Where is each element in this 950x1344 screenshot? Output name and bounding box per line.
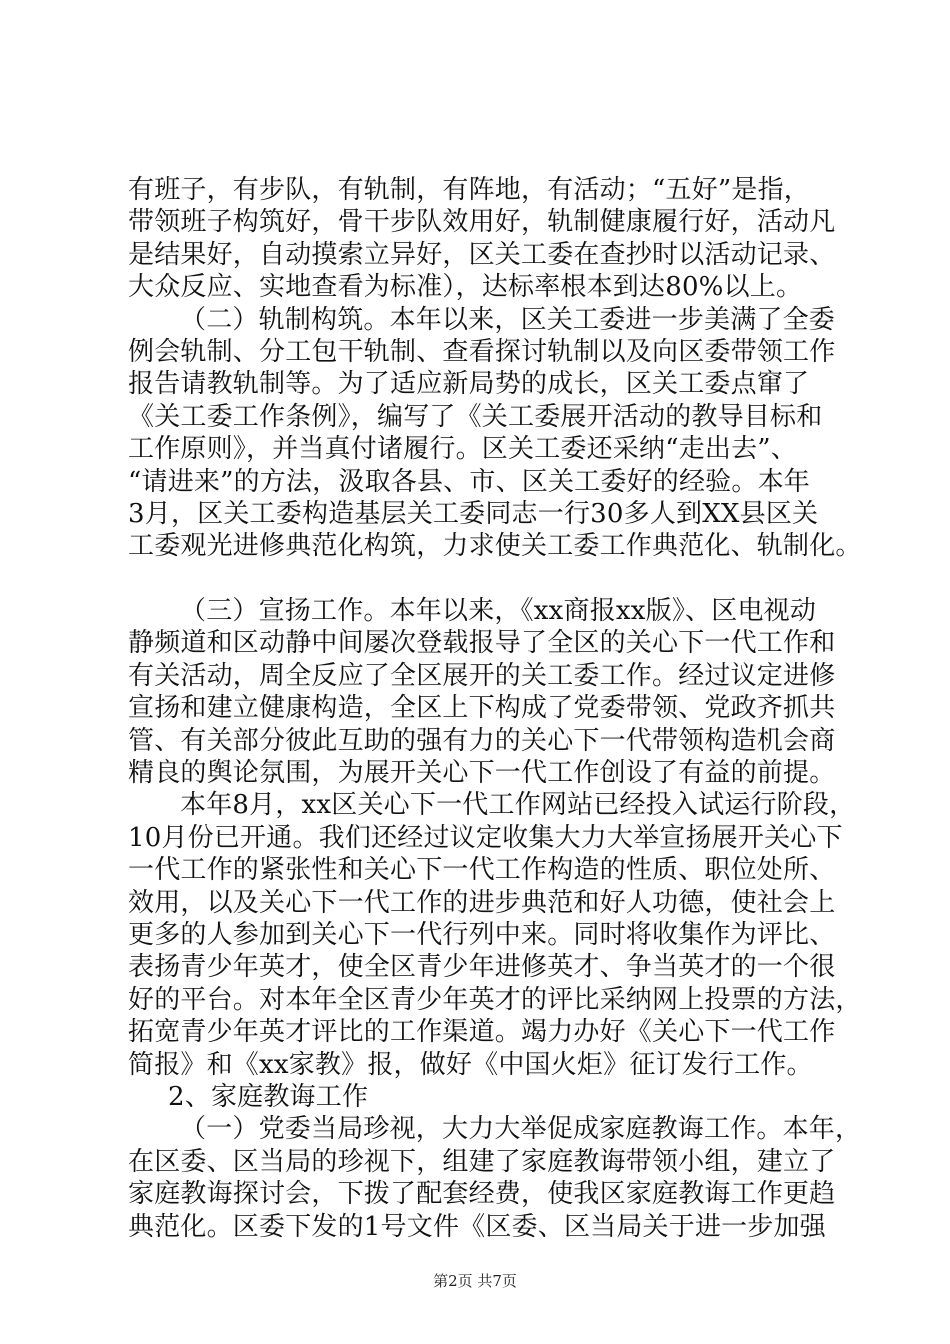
- text-line: 表扬青少年英才，使全区青少年进修英才、争当英才的一个很: [128, 952, 836, 983]
- text-line: 在区委、区当局的珍视下，组建了家庭教诲带领小组，建立了: [128, 1146, 836, 1177]
- text-line: 家庭教诲探讨会，下拨了配套经费，使我区家庭教诲工作更趋: [128, 1179, 836, 1210]
- text-line: 《关工委工作条例》，编写了《关工委展开活动的教导目标和: [128, 401, 823, 432]
- paragraph-start-line: （二）轨制构筑。本年以来，区关工委进一步美满了全委: [180, 304, 836, 335]
- text-line: 有班子，有步队，有轨制，有阵地，有活动；“五好”是指，: [128, 175, 810, 205]
- text-line: 更多的人参加到关心下一代行列中来。同时将收集作为评比、: [128, 919, 836, 950]
- text-line: 例会轨制、分工包干轨制、查看探讨轨制以及向区委带领工作: [128, 336, 836, 367]
- text-line: 精良的舆论氛围，为展开关心下一代工作创设了有益的前提。: [128, 758, 836, 789]
- text-line: 效用，以及关心下一代工作的进步典范和好人功德，使社会上: [128, 887, 836, 918]
- text-line: 10月份已开通。我们还经过议定收集大力大举宣扬展开关心下: [128, 822, 843, 853]
- text-line: 3月，区关工委构造基层关工委同志一行30多人到XX县区关: [128, 498, 819, 529]
- document-body: [128, 174, 862, 1243]
- text-line: 有关活动，周全反应了全区展开的关工委工作。经过议定进修: [128, 660, 836, 691]
- text-line: 典范化。区委下发的1号文件《区委、区当局关于进一步加强: [128, 1211, 826, 1242]
- text-line: 静频道和区动静中间屡次登载报导了全区的关心下一代工作和: [128, 628, 836, 659]
- text-line: 管、有关部分彼此互助的强有力的关心下一代带领构造机会商: [128, 725, 836, 756]
- text-line: “请进来”的方法，汲取各县、市、区关工委好的经验。本年: [128, 466, 810, 497]
- text-line: 一代工作的紧张性和关心下一代工作构造的性质、职位处所、: [128, 855, 836, 886]
- paragraph-gap: [128, 563, 840, 595]
- text-line: 宣扬和建立健康构造，全区上下构成了党委带领、党政齐抓共: [128, 693, 836, 724]
- paragraph-start-line: （三）宣扬工作。本年以来，《xx商报xx版》、区电视动: [180, 596, 817, 627]
- text-line: 大众反应、实地查看为标准），达标率根本到达80%以上。: [128, 272, 803, 303]
- section-heading: 2、家庭教诲工作: [168, 1081, 369, 1112]
- text-line: 工作原则》，并当真付诸履行。区关工委还采纳“走出去”、: [128, 434, 797, 465]
- text-line: 是结果好，自动摸索立异好，区关工委在查抄时以活动记录、: [128, 239, 836, 270]
- paragraph-start-line: （一）党委当局珍视，大力大举促成家庭教诲工作。本年，: [180, 1114, 862, 1145]
- text-line: 工委观光进修典范化构筑，力求使关工委工作典范化、轨制化。: [128, 531, 862, 562]
- paragraph-start-line: 本年8月，xx区关心下一代工作网站已经投入试运行阶段，: [180, 790, 856, 821]
- text-line: 拓宽青少年英才评比的工作渠道。竭力办好《关心下一代工作: [128, 1017, 836, 1048]
- page-number-footer: 第2页 共7页: [433, 1272, 517, 1290]
- text-line: 带领班子构筑好，骨干步队效用好，轨制健康履行好，活动凡: [128, 207, 836, 238]
- text-line: 简报》和《xx家教》报，做好《中国火炬》征订发行工作。: [128, 1049, 813, 1080]
- text-line: 好的平台。对本年全区青少年英才的评比采纳网上投票的方法，: [128, 984, 862, 1015]
- text-line: 报告请教轨制等。为了适应新局势的成长，区关工委点窜了: [128, 369, 810, 400]
